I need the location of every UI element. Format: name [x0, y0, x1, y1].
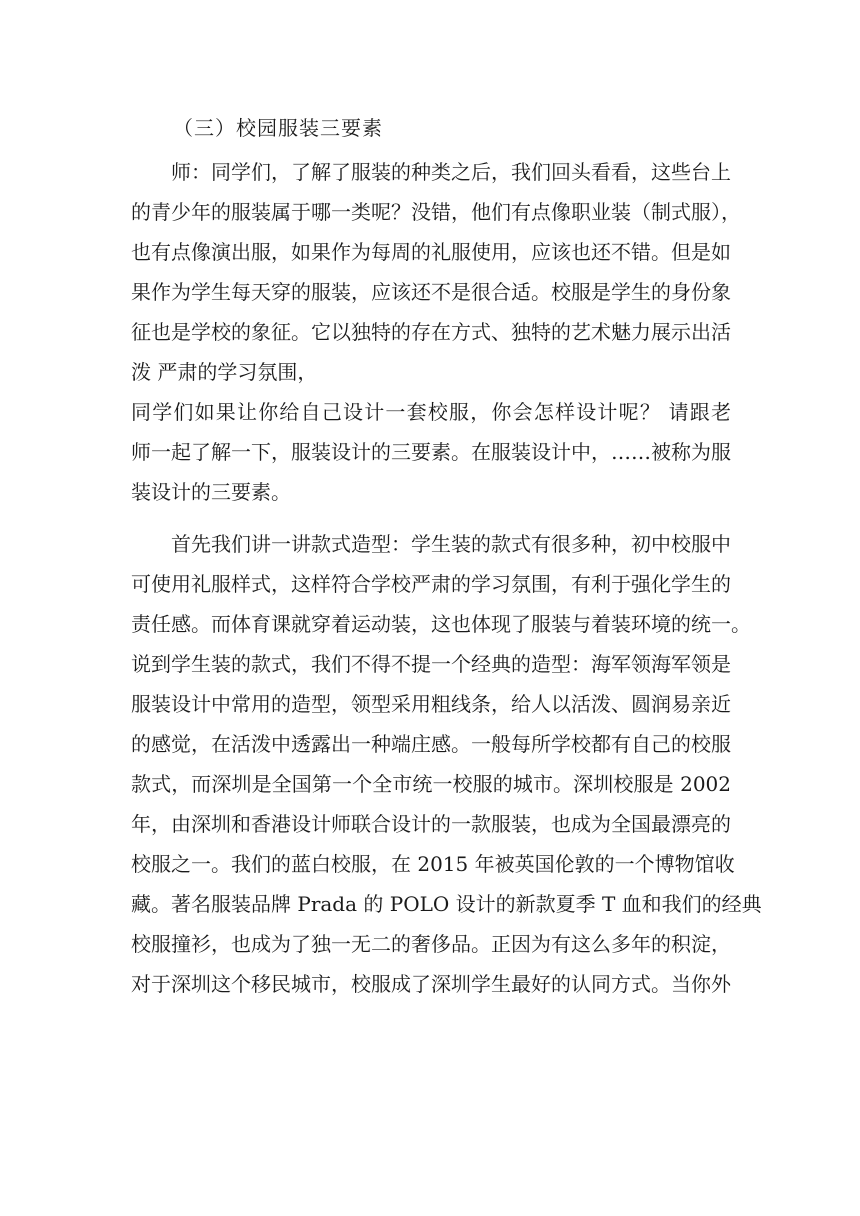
paragraph-line: 款式，而深圳是全国第一个全市统一校服的城市。深圳校服是 2002 — [131, 772, 731, 796]
paragraph-line: 泼 严肃的学习氛围， — [131, 360, 318, 384]
paragraph-3 — [131, 524, 762, 1004]
paragraph-2 — [131, 392, 731, 512]
paragraph-line: 说到学生装的款式，我们不得不提一个经典的造型：海军领海军领是 — [131, 652, 731, 676]
paragraph-line: 服装设计中常用的造型，领型采用粗线条，给人以活泼、圆润易亲近 — [131, 692, 731, 716]
paragraph-line: 的青少年的服装属于哪一类呢？没错，他们有点像职业装（制式服）， — [131, 200, 741, 224]
paragraph-line: 首先我们讲一讲款式造型：学生装的款式有很多种，初中校服中 — [171, 532, 731, 556]
paragraph-line: 师一起了解一下，服装设计的三要素。在服装设计中，……被称为服 — [131, 440, 731, 464]
paragraph-line: 师：同学们，了解了服装的种类之后，我们回头看看，这些台上 — [171, 160, 731, 184]
document-body — [131, 112, 762, 1004]
section-heading: （三）校园服装三要素 — [173, 116, 383, 140]
paragraph-line: 对于深圳这个移民城市，校服成了深圳学生最好的认同方式。当你外 — [131, 972, 731, 996]
paragraph-1 — [131, 152, 741, 392]
paragraph-line: 装设计的三要素。 — [131, 480, 291, 504]
paragraph-line: 藏。著名服装品牌 Prada 的 POLO 设计的新款夏季 T 血和我们的经典 — [131, 892, 762, 916]
paragraph-line: 也有点像演出服，如果作为每周的礼服使用，应该也还不错。但是如 — [131, 240, 731, 264]
paragraph-line: 可使用礼服样式，这样符合学校严肃的学习氛围，有利于强化学生的 — [131, 572, 731, 596]
paragraph-line: 校服撞衫，也成为了独一无二的奢侈品。正因为有这么多年的积淀， — [131, 932, 731, 956]
paragraph-line: 的感觉，在活泼中透露出一种端庄感。一般每所学校都有自己的校服 — [131, 732, 731, 756]
paragraph-line: 征也是学校的象征。它以独特的存在方式、独特的艺术魅力展示出活 — [131, 320, 731, 344]
paragraph-line: 同学们如果让你给自己设计一套校服，你会怎样设计呢？ 请跟老 — [131, 400, 731, 424]
paragraph-line: 年，由深圳和香港设计师联合设计的一款服装，也成为全国最漂亮的 — [131, 812, 731, 836]
paragraph-line: 校服之一。我们的蓝白校服，在 2015 年被英国伦敦的一个博物馆收 — [131, 852, 735, 876]
paragraph-line: 果作为学生每天穿的服装，应该还不是很合适。校服是学生的身份象 — [131, 280, 731, 304]
paragraph-line: 责任感。而体育课就穿着运动装，这也体现了服装与着装环境的统一。 — [131, 612, 751, 636]
